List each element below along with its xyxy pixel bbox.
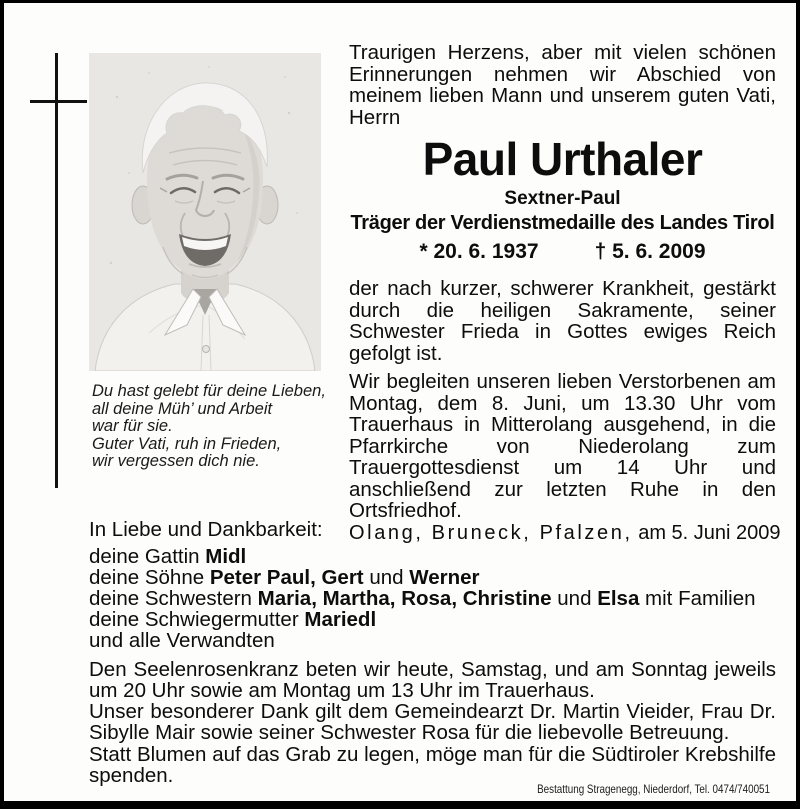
honor-title: Träger der Verdienstmedaille des Landes Tirol: [350, 212, 775, 234]
verse-line: Guter Vati, ruh in Frieden,: [92, 434, 282, 453]
verse-line: all deine Müh’ und Arbeit: [92, 399, 273, 418]
mourner-name: Midl: [205, 545, 247, 568]
relation-label: deine Söhne: [89, 566, 210, 589]
dateline-date: am 5. Juni 2009: [638, 521, 781, 544]
mourner-name: Werner: [409, 566, 480, 589]
deceased-name: Paul Urthaler: [422, 133, 703, 185]
death-date: † 5. 6. 2009: [594, 240, 706, 263]
donations-note: Statt Blumen auf das Grab zu legen, möge man für die Südtiroler Krebshilfe spenden.: [89, 742, 776, 787]
mourner-lines: [89, 546, 776, 651]
conjunction: und: [551, 587, 598, 610]
dateline-places: Olang, Bruneck, Pfalzen,: [349, 521, 633, 544]
funeral-home-contact: Bestattung Stragenegg, Niederdorf, Tel. 0474/740051: [537, 782, 770, 796]
suffix-label: mit Familien: [639, 587, 756, 610]
relation-label: deine Gattin: [89, 545, 206, 568]
mourner-name: Mariedl: [304, 608, 377, 631]
intro-text: Traurigen Herzens, aber mit vielen schönen Erinnerungen nehmen wir Abschied von meinem lieben Mann und unserem guten Vati, Herrn: [349, 41, 776, 129]
deceased-nickname: Sextner-Paul: [504, 188, 621, 209]
cross-horizontal-bar: [30, 100, 87, 103]
mourner-line: [89, 609, 776, 630]
mourner-line: [89, 630, 776, 651]
relation-label: deine Schwiegermutter: [89, 608, 305, 631]
mourner-line: [89, 546, 776, 567]
portrait-illustration: [89, 53, 321, 371]
rosary-note: Den Seelenrosenkranz beten wir heute, Samstag, und am Sonntag jeweils um 20 Uhr sowie am Montag um 13 Uhr im Trauerhaus.: [89, 658, 776, 702]
notes-section: [89, 660, 776, 786]
life-dates: [349, 241, 776, 263]
cross-vertical-bar: [55, 53, 58, 488]
birth-date: * 20. 6. 1937: [419, 240, 539, 263]
mourners-section: [89, 519, 776, 651]
relation-label: deine Schwestern: [89, 587, 258, 610]
thanks-note: Unser besonderer Dank gilt dem Gemeindearzt Dr. Martin Vieider, Frau Dr. Sibylle Mair sowie seiner Schwester Rosa für die liebevolle Betreuung.: [89, 700, 776, 745]
mourner-name: Maria, Martha, Rosa, Christine: [257, 587, 552, 610]
mourner-name: Elsa: [597, 587, 640, 610]
obituary-paragraph: der nach kurzer, schwerer Krankheit, gestärkt durch die heiligen Sakramente, seiner Schwester Frieda in Gottes ewiges Reich gefolgt ist.: [349, 277, 776, 365]
mourner-line: [89, 567, 776, 588]
mourner-line: [89, 588, 776, 609]
mourner-name: Peter Paul, Gert: [209, 566, 364, 589]
funeral-paragraph: Wir begleiten unseren lieben Verstorbenen am Montag, dem 8. Juni, um 13.30 Uhr vom Trauerhaus in Mitterolang ausgehend, in die Pfarrkirche von Niederolang zum Trauergottesdienst um 14 Uhr und anschließend zur letzten Ruhe in den Ortsfriedhof.: [349, 370, 776, 522]
announcement-column: [349, 41, 781, 544]
verse-line: Du hast gelebt für deine Lieben,: [92, 382, 326, 400]
memorial-verse: [92, 383, 347, 471]
portrait-photo: [89, 53, 321, 371]
verse-line: war für sie.: [92, 417, 173, 436]
conjunction: und: [363, 566, 410, 589]
verse-line: wir vergessen dich nie.: [92, 452, 260, 471]
relation-label: und alle Verwandten: [89, 629, 275, 652]
mourners-heading: In Liebe und Dankbarkeit:: [89, 518, 323, 541]
